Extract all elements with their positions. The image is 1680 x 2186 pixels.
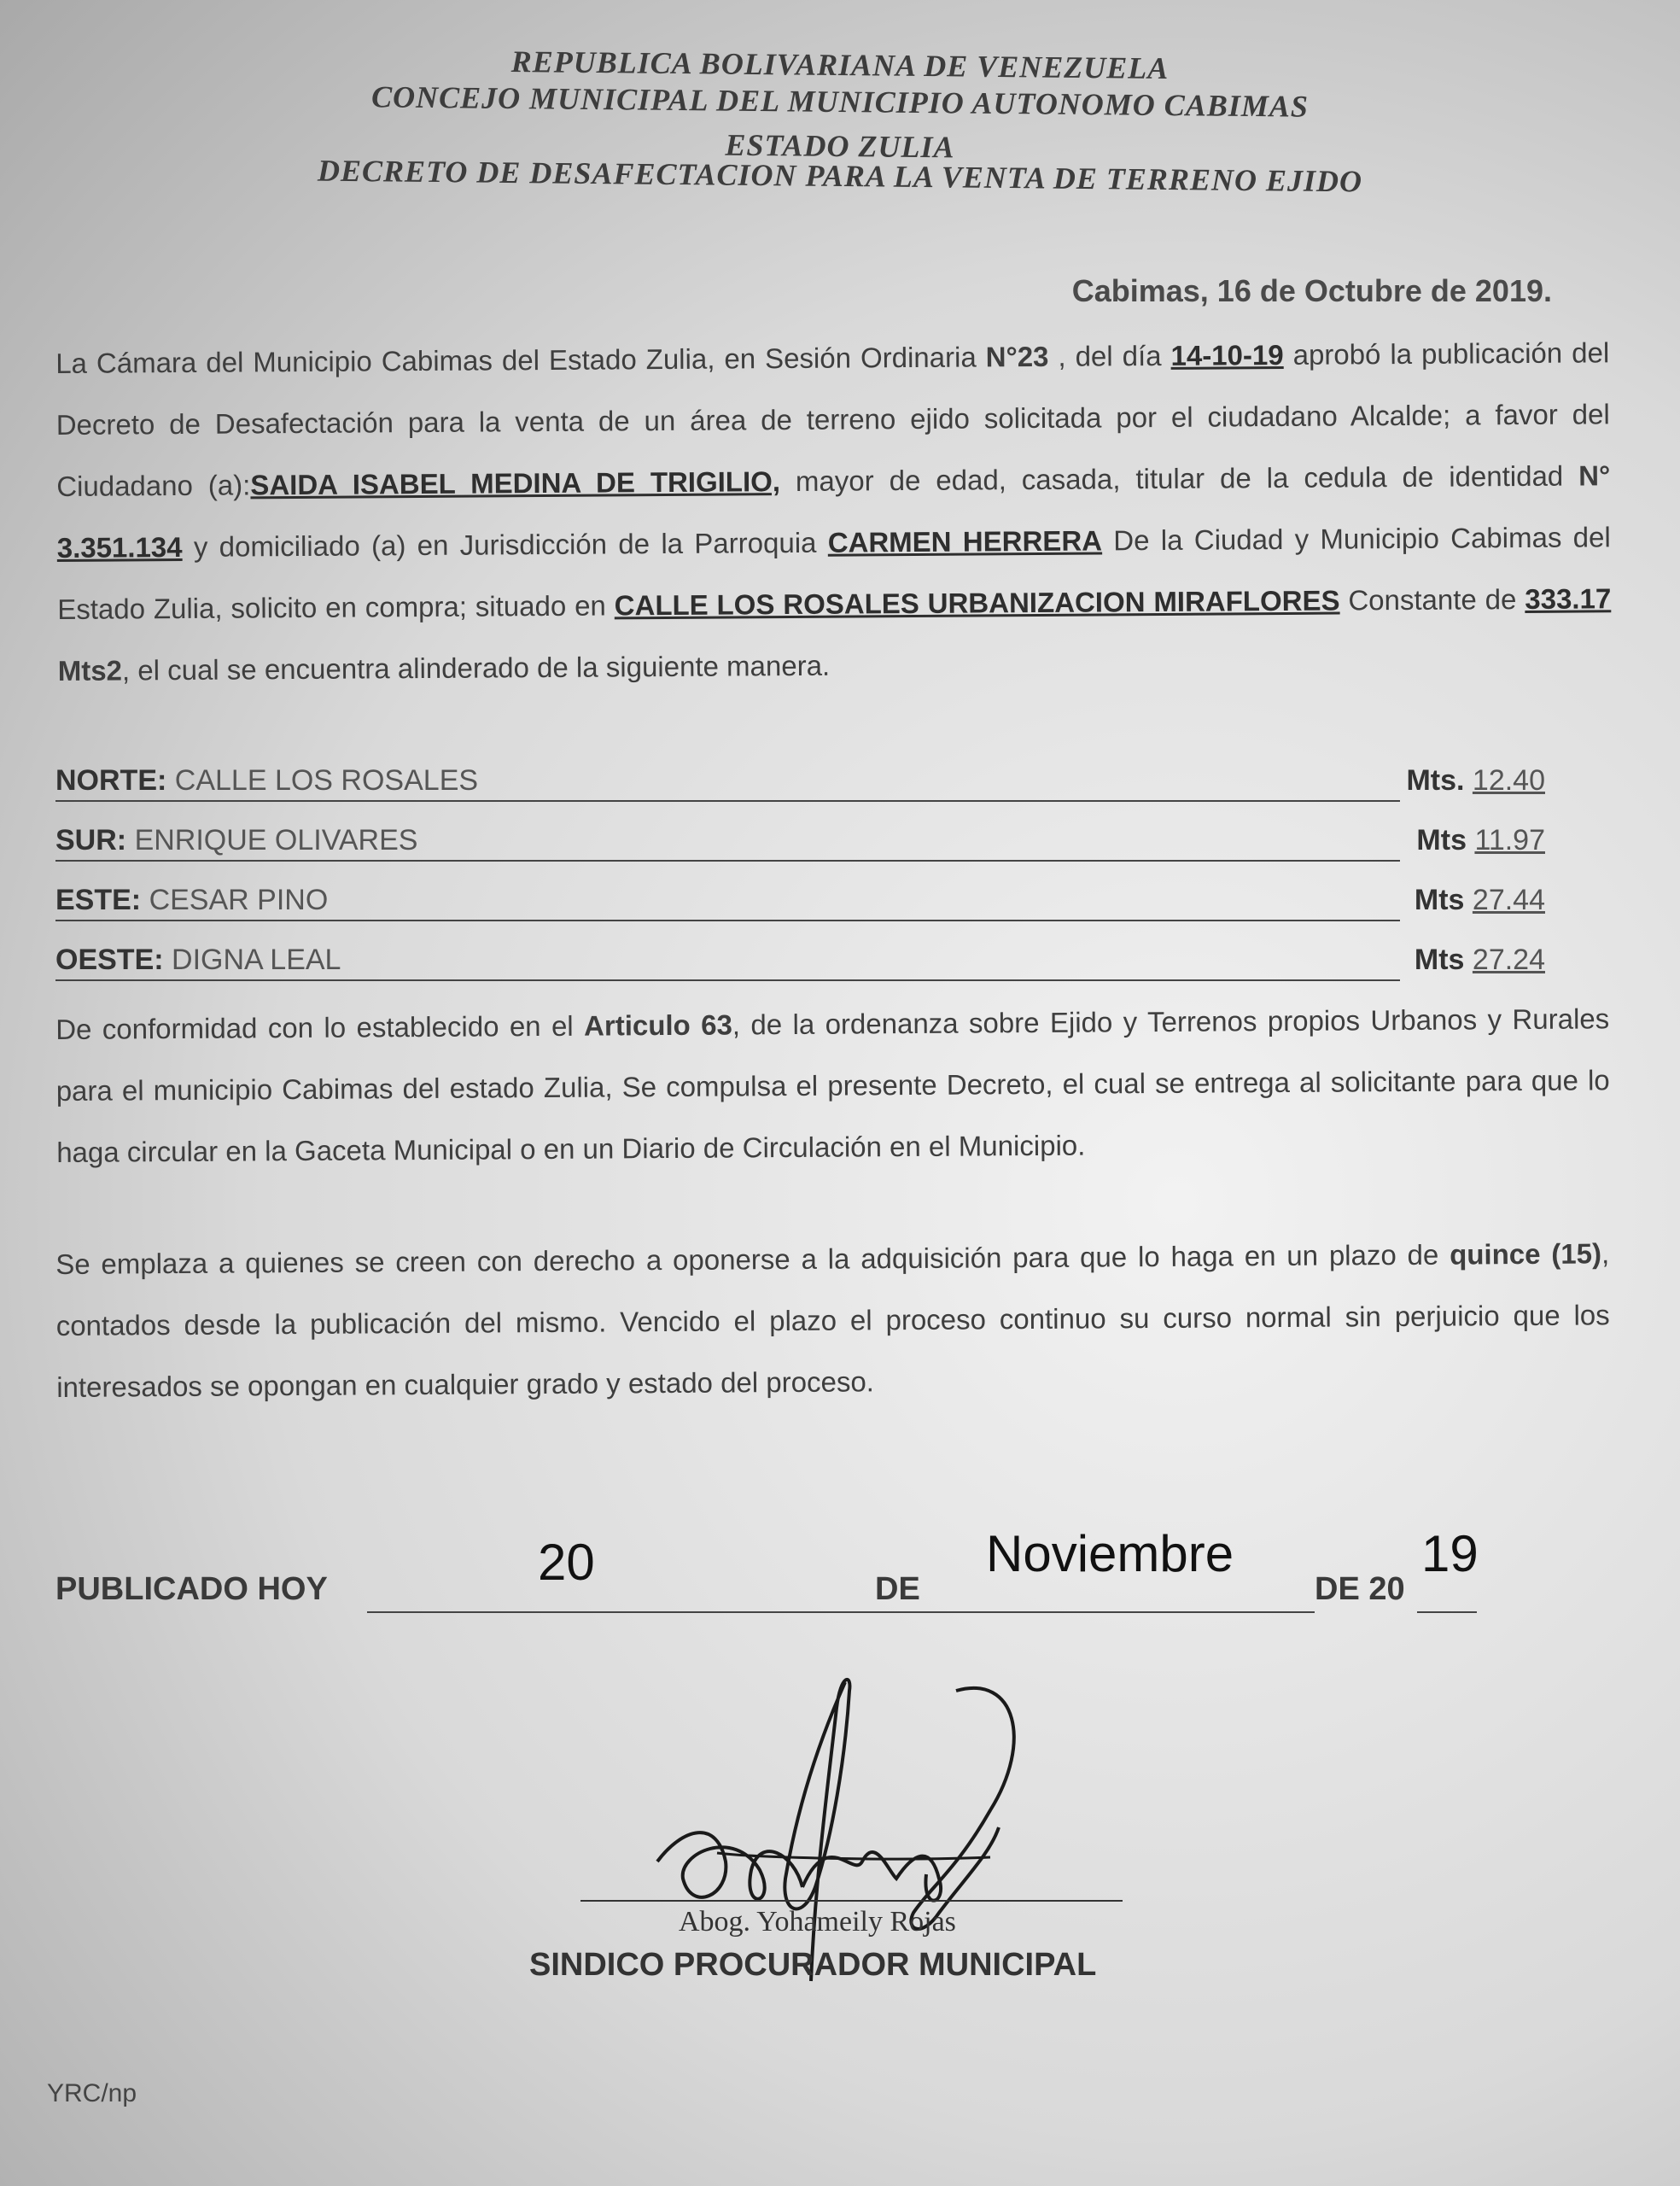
intro-text-7: Constante de [1339, 582, 1525, 617]
published-month: Noviembre [986, 1525, 1234, 1582]
published-de-2: DE 20 [1315, 1571, 1405, 1607]
boundary-label: SUR: [55, 824, 127, 856]
legal-text-2: , de la ordenanza sobre Ejido y Terrenos propios Urbanos y Rurales para el municipio Cabimas del estado Zulia, Se compulsa el presente Decreto, el cual se entrega al solicitante para que lo haga circular en la Gaceta Municipal o en un Diario de Circulación en el Municipio. [55, 1002, 1610, 1168]
boundary-east [55, 884, 1545, 926]
signature-line [580, 1900, 1123, 1902]
boundary-value: DIGNA LEAL [172, 944, 341, 976]
article-reference: Articulo 63 [583, 1008, 732, 1042]
boundary-value: CALLE LOS ROSALES [174, 764, 479, 797]
year-blank [1417, 1610, 1477, 1613]
day-blank [367, 1610, 926, 1613]
published-day: 20 [538, 1534, 595, 1591]
boundary-south [55, 824, 1545, 867]
intro-text-4: mayor de edad, casada, titular de la cedula de identidad [779, 459, 1579, 498]
meters-label: Mts [1416, 824, 1467, 856]
boundary-west [55, 944, 1545, 986]
summons-text-2: , contados desde la publicación del mismo. Vencido el plazo el proceso continuo su curso normal sin perjuicio que los interesados se opongan en cualquier grado y estado del proceso. [55, 1237, 1610, 1403]
intro-paragraph [55, 322, 1612, 702]
boundary-label: OESTE: [55, 944, 164, 976]
id-label: N° [1578, 459, 1611, 492]
session-number: N°23 [985, 340, 1049, 373]
boundary-label: NORTE: [55, 764, 167, 797]
boundary-line [55, 800, 1400, 802]
header-state: ESTADO ZULIA [725, 127, 955, 165]
header-republic: REPUBLICA BOLIVARIANA DE VENEZUELA [510, 44, 1170, 86]
session-date: 14-10-19 [1170, 338, 1284, 371]
published-de-1: DE [875, 1571, 920, 1607]
published-year: 19 [1421, 1525, 1479, 1582]
signer-name: Abog. Yohameily Rojas [679, 1906, 956, 1938]
header-decree-title: DECRETO DE DESAFECTACION PARA LA VENTA DE TERRENO EJIDO [317, 153, 1363, 199]
boundary-line [55, 860, 1400, 862]
parish-name: CARMEN HERRERA [827, 524, 1103, 558]
legal-basis-paragraph [55, 988, 1610, 1184]
meters-value: 27.44 [1472, 884, 1545, 916]
publication-line [55, 1525, 1507, 1607]
header-council: CONCEJO MUNICIPAL DEL MUNICIPIO AUTONOMO CABIMAS [370, 79, 1310, 124]
intro-text-1: La Cámara del Municipio Cabimas del Estado Zulia, en Sesión Ordinaria [55, 341, 986, 379]
area-unit: Mts2 [57, 654, 123, 687]
meters-label: Mts. [1406, 764, 1465, 797]
month-blank [926, 1610, 1315, 1613]
document-date: Cabimas, 16 de Octubre de 2019. [1071, 273, 1552, 308]
term-days: quince (15) [1450, 1237, 1602, 1271]
meters-value: 27.24 [1472, 944, 1545, 976]
signer-title: SINDICO PROCURADOR MUNICIPAL [529, 1947, 1097, 1983]
boundary-label: ESTE: [55, 884, 142, 916]
intro-text-8: , el cual se encuentra alinderado de la siguiente manera. [121, 649, 831, 687]
meters-value: 12.40 [1472, 764, 1545, 797]
boundary-value: CESAR PINO [149, 884, 329, 916]
summons-paragraph [55, 1223, 1610, 1418]
intro-text-3: aprobó la publicación del Decreto de Desafectación para la venta de un área de terreno ejido solicitada por el ciudadano Alcalde; a favor del Ciudadano (a): [55, 336, 1610, 502]
intro-text-5: y domiciliado (a) en Jurisdicción de la Parroquia [182, 526, 828, 563]
meters-label: Mts [1414, 944, 1465, 976]
boundary-value: ENRIQUE OLIVARES [134, 824, 418, 856]
intro-text-6: De la Ciudad y Municipio Cabimas del Estado Zulia, solicito en compra; situado en [57, 521, 1611, 625]
legal-text-1: De conformidad con lo establecido en el [55, 1009, 585, 1045]
published-label: PUBLICADO HOY [55, 1571, 328, 1607]
id-number: 3.351.134 [56, 530, 183, 564]
intro-text-2: , del día [1048, 339, 1171, 372]
typist-initials: YRC/np [47, 2079, 137, 2107]
meters-value: 11.97 [1474, 824, 1545, 856]
meters-label: Mts [1414, 884, 1465, 916]
boundary-north [55, 764, 1545, 807]
citizen-name: SAIDA ISABEL MEDINA DE TRIGILIO, [250, 465, 781, 501]
boundary-line [55, 920, 1400, 921]
summons-text-1: Se emplaza a quienes se creen con derecho a oponerse a la adquisición para que lo haga en un plazo de [55, 1238, 1450, 1280]
area-value: 333.17 [1525, 582, 1612, 615]
property-address: CALLE LOS ROSALES URBANIZACION MIRAFLORES [614, 584, 1340, 622]
boundary-line [55, 979, 1400, 981]
